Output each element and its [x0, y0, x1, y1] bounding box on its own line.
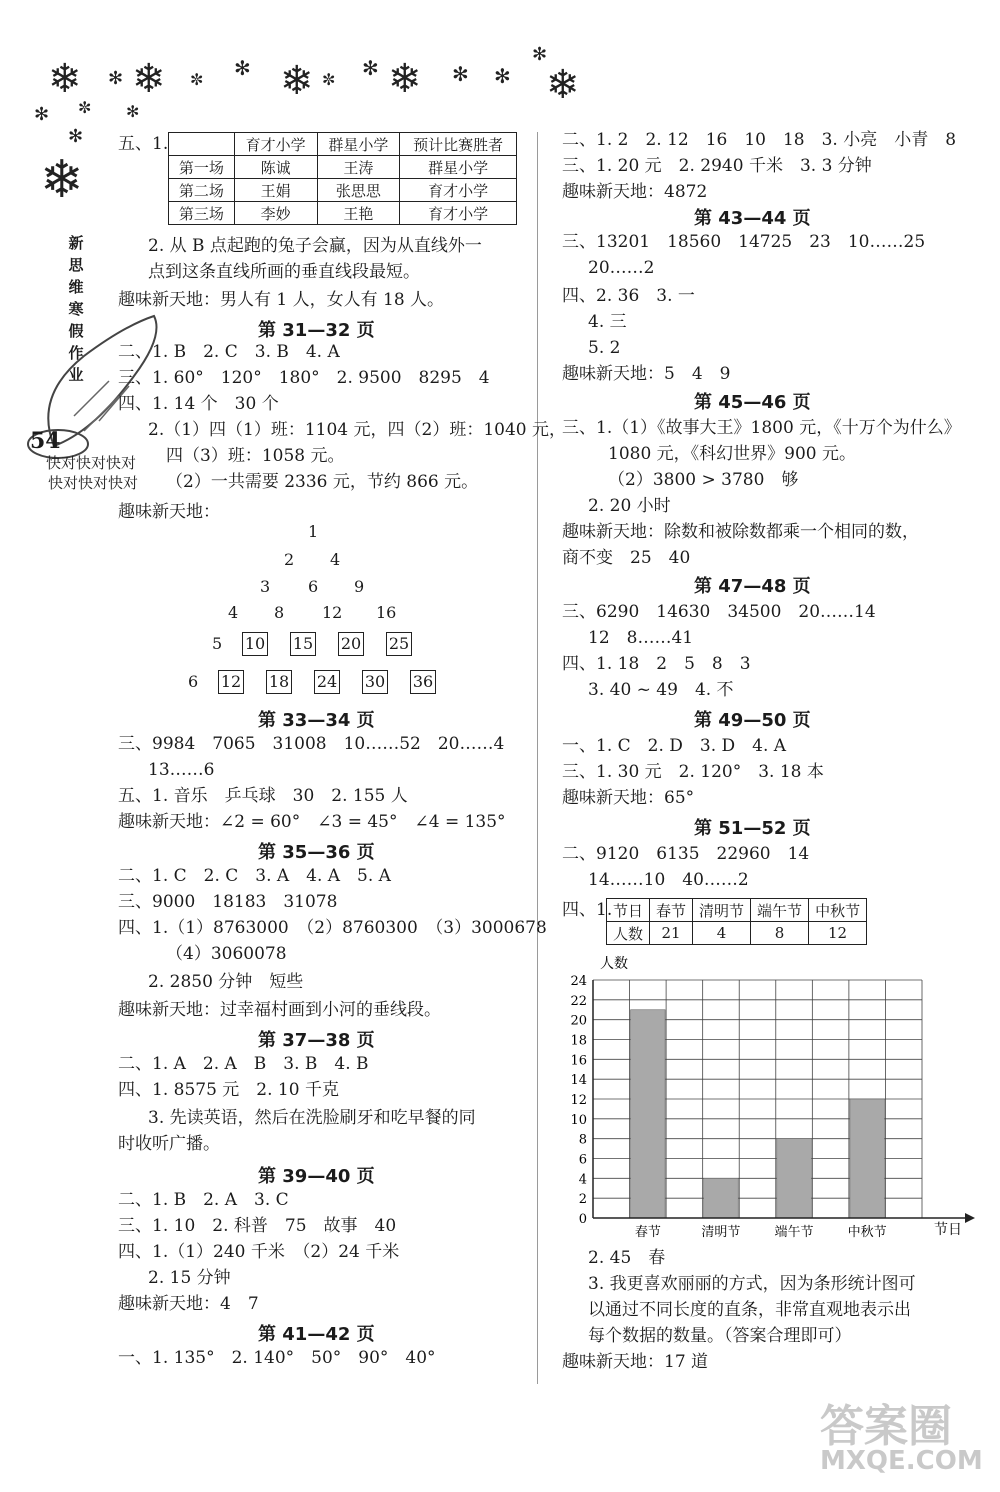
- answer-line: 四、1. 18 2 5 8 3: [562, 654, 751, 674]
- triangle-number-box: 24: [314, 670, 340, 694]
- table-cell: 端午节: [751, 899, 809, 922]
- answer-line: 二、1. B 2. C 3. B 4. A: [118, 342, 340, 362]
- triangle-number: 9: [354, 577, 365, 596]
- y-tick-label: 8: [578, 1132, 587, 1148]
- snowflake-icon: ❄: [132, 56, 166, 102]
- answer-line: 四、1.（1）8763000 （2）8760300 （3）3000678: [118, 918, 547, 938]
- y-tick-label: 22: [570, 993, 587, 1009]
- answer-line: 时收听广播。: [118, 1134, 220, 1154]
- y-tick-label: 2: [578, 1192, 587, 1208]
- snowflake-icon: ✼: [322, 70, 336, 89]
- snowflake-icon: ✼: [78, 98, 92, 117]
- bar: [777, 1139, 812, 1218]
- answer-line: （2）3800 > 3780 够: [608, 470, 799, 490]
- bar: [704, 1178, 739, 1218]
- x-axis-arrow-icon: [965, 1213, 975, 1223]
- snowflake-icon: ✻: [362, 56, 379, 80]
- answer-line: 商不变 25 40: [562, 548, 691, 568]
- table-cell: 王娟: [234, 179, 317, 202]
- y-tick-label: 6: [578, 1152, 587, 1168]
- answer-line: 一、1. 135° 2. 140° 50° 90° 40°: [118, 1348, 436, 1368]
- page-heading: 第 31—32 页: [258, 320, 375, 341]
- snowflake-icon: ❄: [40, 150, 84, 210]
- repeat-text: 快对快对快对: [46, 454, 137, 472]
- answer-line: 二、1. 2 2. 12 16 10 18 3. 小亮 小青 8: [562, 130, 957, 150]
- table-cell: [169, 133, 235, 156]
- triangle-number: 4: [330, 550, 341, 569]
- answer-line: 三、13201 18560 14725 23 10……25: [562, 232, 926, 252]
- table-cell: 12: [809, 922, 867, 945]
- y-tick-label: 14: [570, 1073, 587, 1089]
- question-prefix: 四、1.: [562, 900, 613, 920]
- page-heading: 第 37—38 页: [258, 1030, 375, 1051]
- snowflake-icon: ✻: [34, 104, 50, 125]
- page-heading: 第 41—42 页: [258, 1324, 375, 1345]
- y-tick-label: 10: [570, 1112, 587, 1128]
- table-cell: 李妙: [234, 202, 317, 225]
- holiday-bar-chart: [560, 950, 980, 1250]
- answer-line: 2. 2850 分钟 短些: [148, 972, 304, 992]
- answer-line: 13……6: [148, 760, 215, 780]
- table-cell: 王涛: [317, 156, 400, 179]
- x-tick-label: 清明节: [701, 1225, 741, 1240]
- table-cell: 陈诚: [234, 156, 317, 179]
- triangle-number: 16: [376, 603, 397, 622]
- answer-line: 4. 三: [588, 312, 627, 332]
- table-cell: 中秋节: [809, 899, 867, 922]
- triangle-number: 6: [308, 577, 319, 596]
- answer-line: 趣味新天地：17 道: [562, 1352, 709, 1372]
- answer-line: 三、1. 60° 120° 180° 2. 9500 8295 4: [118, 368, 490, 388]
- triangle-number: 6: [188, 672, 199, 691]
- answer-line: （4）3060078: [166, 944, 287, 964]
- answer-line: 趣味新天地：∠2 = 60° ∠3 = 45° ∠4 = 135°: [118, 812, 506, 832]
- snowflake-icon: ✻: [532, 44, 548, 65]
- answer-line: 二、1. B 2. A 3. C: [118, 1190, 289, 1210]
- y-tick-labels: [570, 974, 587, 1227]
- y-axis-label: 人数: [600, 956, 628, 972]
- answer-line: 趣味新天地：5 4 9: [562, 364, 731, 384]
- answer-line: 3. 40 ~ 49 4. 不: [588, 680, 734, 700]
- answer-line: 14……10 40……2: [588, 870, 749, 890]
- page-heading: 第 35—36 页: [258, 842, 375, 863]
- x-tick-label: 春节: [634, 1225, 661, 1240]
- y-tick-label: 16: [570, 1053, 587, 1069]
- triangle-number: 3: [260, 577, 271, 596]
- table-cell: 第三场: [169, 202, 235, 225]
- y-tick-label: 24: [570, 974, 587, 989]
- bar: [631, 1010, 666, 1218]
- answer-line: 三、1. 30 元 2. 120° 3. 18 本: [562, 762, 824, 782]
- answer-line: 三、1. 20 元 2. 2940 千米 3. 3 分钟: [562, 156, 872, 176]
- repeat-text: 快对快对快对: [48, 474, 139, 492]
- triangle-number-box: 15: [290, 632, 316, 656]
- triangle-number-box: 12: [218, 670, 244, 694]
- table-cell: 节日: [607, 899, 650, 922]
- table-cell: 21: [650, 922, 693, 945]
- watermark-url: MXQE.COM: [820, 1446, 983, 1476]
- triangle-number-box: 10: [242, 632, 268, 656]
- race-table: [168, 132, 517, 225]
- triangle-number: 8: [274, 603, 285, 622]
- holiday-table: [606, 898, 867, 945]
- answer-line: 1080 元，《科幻世界》900 元。: [608, 444, 857, 464]
- table-cell: 春节: [650, 899, 693, 922]
- snowflake-icon: ❄: [546, 62, 580, 108]
- answer-line: 2. 20 小时: [588, 496, 671, 516]
- x-axis-label: 节日: [934, 1222, 962, 1238]
- x-tick-labels: [635, 1224, 887, 1240]
- answer-line: 一、1. C 2. D 3. D 4. A: [562, 736, 787, 756]
- triangle-number-box: 20: [338, 632, 364, 656]
- answer-line: 二、9120 6135 22960 14: [562, 844, 810, 864]
- triangle-number: 12: [322, 603, 343, 622]
- chart-bars: [631, 1010, 885, 1218]
- x-tick-label: 中秋节: [847, 1225, 887, 1240]
- answer-line: 趣味新天地：除数和被除数都乘一个相同的数，: [562, 522, 919, 542]
- y-tick-label: 0: [578, 1212, 587, 1227]
- snowflake-icon: ✻: [108, 68, 124, 89]
- answer-line: 三、9000 18183 31078: [118, 892, 338, 912]
- table-cell: 人数: [607, 922, 650, 945]
- page-heading: 第 51—52 页: [694, 818, 811, 839]
- page-heading: 第 39—40 页: [258, 1166, 375, 1187]
- table-cell: 育才小学: [234, 133, 317, 156]
- answer-line: （2）一共需要 2336 元，节约 866 元。: [166, 472, 479, 492]
- snowflake-icon: ✻: [494, 64, 511, 88]
- page-heading: 第 33—34 页: [258, 710, 375, 731]
- triangle-number: 1: [308, 522, 319, 541]
- page-heading: 第 43—44 页: [694, 208, 811, 229]
- answer-line: 3. 我更喜欢丽丽的方式，因为条形统计图可: [588, 1274, 916, 1294]
- side-label: 新思维寒假作业: [68, 234, 84, 384]
- snowflake-icon: ❄: [48, 56, 82, 102]
- triangle-number-box: 25: [386, 632, 412, 656]
- table-cell: 清明节: [693, 899, 751, 922]
- answer-line: 二、1. C 2. C 3. A 4. A 5. A: [118, 866, 391, 886]
- snowflake-icon: ✼: [190, 70, 204, 89]
- snowflake-icon: ❄: [280, 58, 314, 104]
- answer-line: 趣味新天地：65°: [562, 788, 695, 808]
- page-heading: 第 49—50 页: [694, 710, 811, 731]
- bar: [850, 1099, 885, 1218]
- table-cell: 育才小学: [400, 179, 517, 202]
- y-tick-label: 12: [570, 1093, 587, 1108]
- answer-line: 趣味新天地：: [118, 502, 220, 522]
- answer-line: 四、1.（1）240 千米 （2）24 千米: [118, 1242, 400, 1262]
- snowflake-icon: ✻: [126, 102, 140, 121]
- table-cell: 育才小学: [400, 202, 517, 225]
- table-cell: 张思思: [317, 179, 400, 202]
- answer-line: 每个数据的数量。（答案合理即可）: [588, 1326, 852, 1346]
- answer-line: 三、9984 7065 31008 10……52 20……4: [118, 734, 505, 754]
- column-divider: [537, 132, 538, 1384]
- answer-line: 趣味新天地：4872: [562, 182, 708, 202]
- triangle-number: 4: [228, 603, 239, 622]
- answer-line: 2. 45 春: [588, 1248, 666, 1268]
- y-tick-label: 18: [570, 1033, 587, 1049]
- answer-line: 趣味新天地：4 7: [118, 1294, 259, 1314]
- answer-line: 四、2. 36 3. 一: [562, 286, 695, 306]
- snowflake-icon: ✻: [68, 126, 84, 147]
- y-tick-label: 4: [578, 1172, 587, 1188]
- page-heading: 第 45—46 页: [694, 392, 811, 413]
- page-heading: 第 47—48 页: [694, 576, 811, 597]
- y-tick-label: 20: [570, 1013, 587, 1029]
- table-cell: 预计比赛胜者: [400, 133, 517, 156]
- answer-line: 5. 2: [588, 338, 621, 358]
- answer-line: 三、1.（1）《故事大王》1800 元，《十万个为什么》: [562, 418, 961, 438]
- answer-line: 2. 15 分钟: [148, 1268, 231, 1288]
- table-cell: 4: [693, 922, 751, 945]
- snowflake-icon: ✻: [234, 56, 251, 80]
- table-cell: 群星小学: [400, 156, 517, 179]
- triangle-number-box: 18: [266, 670, 292, 694]
- answer-line: 2.（1）四（1）班：1104 元，四（2）班：1040 元，: [148, 420, 567, 440]
- answer-line: 五、1. 音乐 乒乓球 30 2. 155 人: [118, 786, 408, 806]
- table-cell: 王艳: [317, 202, 400, 225]
- table-cell: 第二场: [169, 179, 235, 202]
- triangle-number: 5: [212, 634, 223, 653]
- table-cell: 群星小学: [317, 133, 400, 156]
- answer-line: 12 8……41: [588, 628, 694, 648]
- snowflake-icon: ❄: [388, 56, 422, 102]
- triangle-number: 2: [284, 550, 295, 569]
- answer-line: 四（3）班：1058 元。: [166, 446, 345, 466]
- answer-line: 二、1. A 2. A B 3. B 4. B: [118, 1054, 369, 1074]
- answer-line: 3. 先读英语，然后在洗脸刷牙和吃早餐的同: [148, 1108, 476, 1128]
- table-cell: 8: [751, 922, 809, 945]
- snowflake-icon: ✻: [452, 62, 469, 86]
- answer-line: 趣味新天地：过幸福村画到小河的垂线段。: [118, 1000, 441, 1020]
- x-tick-label: 端午节: [774, 1225, 814, 1240]
- answer-line: 点到这条直线所画的垂直线段最短。: [148, 262, 420, 282]
- page-number: 54: [30, 428, 61, 454]
- triangle-number-box: 30: [362, 670, 388, 694]
- answer-line: 以通过不同长度的直条，非常直观地表示出: [588, 1300, 911, 1320]
- answer-line: 三、1. 10 2. 科普 75 故事 40: [118, 1216, 397, 1236]
- answer-line: 四、1. 14 个 30 个: [118, 394, 279, 414]
- answer-line: 三、6290 14630 34500 20……14: [562, 602, 876, 622]
- watermark-logo: 答案圈: [820, 1401, 952, 1452]
- triangle-number-box: 36: [410, 670, 436, 694]
- answer-line: 四、1. 8575 元 2. 10 千克: [118, 1080, 339, 1100]
- answer-line: 趣味新天地：男人有 1 人，女人有 18 人。: [118, 290, 445, 310]
- question-prefix: 五、1.: [118, 134, 169, 154]
- table-cell: 第一场: [169, 156, 235, 179]
- answer-line: 2. 从 B 点起跑的兔子会赢，因为从直线外一: [148, 236, 482, 256]
- answer-line: 20……2: [588, 258, 655, 278]
